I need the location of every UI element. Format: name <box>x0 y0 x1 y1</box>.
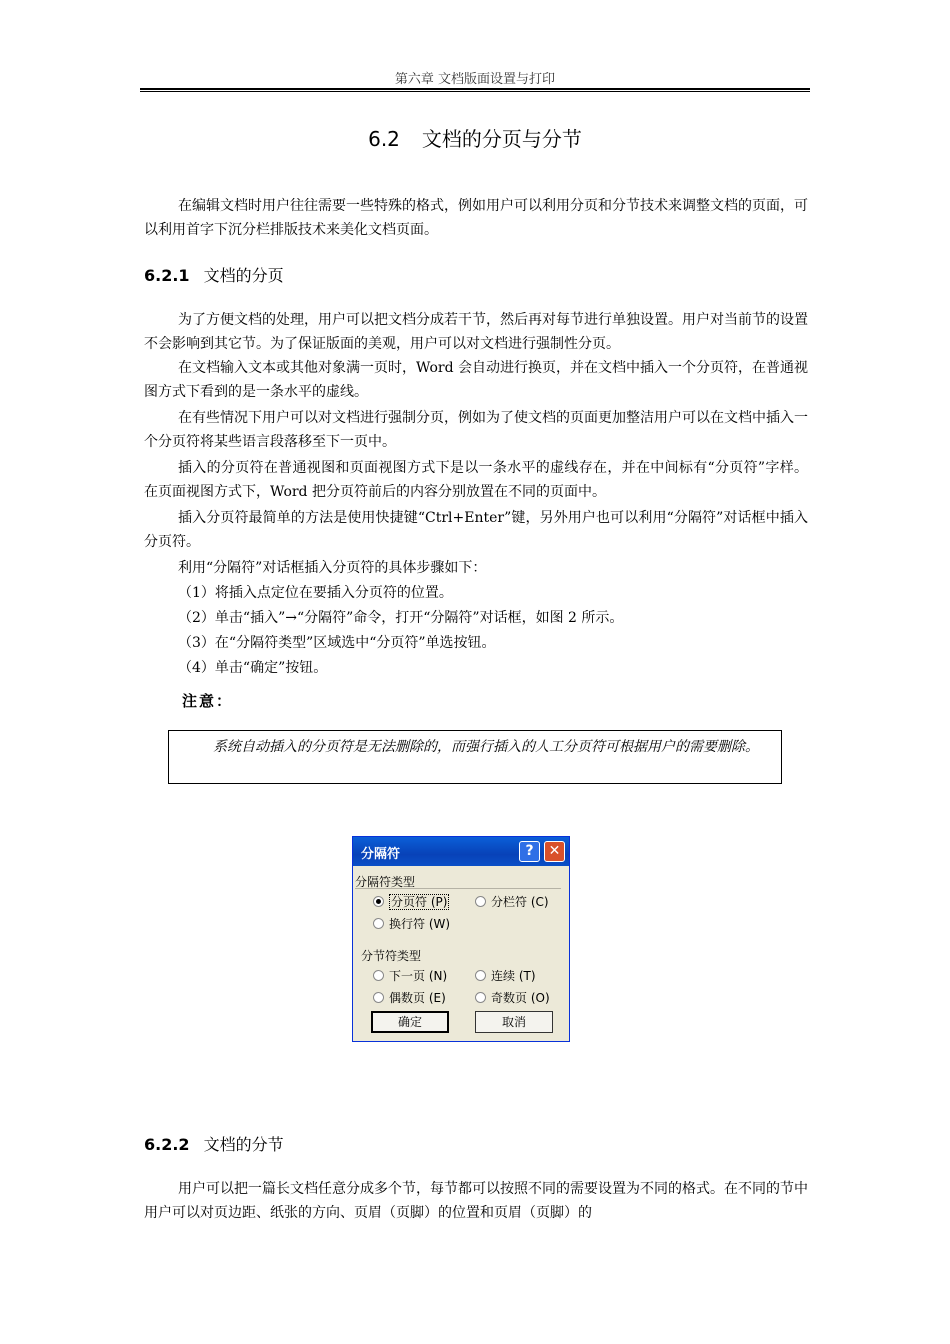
subsection-number: 6.2.2 <box>144 1135 190 1154</box>
radio-label: 奇数页 (O) <box>491 991 550 1005</box>
subsection-heading-2 <box>144 1132 284 1155</box>
running-header: 第六章 文档版面设置与打印 <box>394 72 556 87</box>
paragraph: 插入分页符最简单的方法是使用快捷键“Ctrl+Enter”键，另外用户也可以利用“分隔符”对话框中插入分页符。 <box>144 510 808 550</box>
cancel-button[interactable]: 取消 <box>475 1011 553 1033</box>
header-rule <box>140 88 810 92</box>
close-icon[interactable]: ✕ <box>544 841 565 862</box>
subsection-heading-1 <box>144 263 284 286</box>
radio-selected-icon <box>373 896 384 907</box>
subsection-title: 文档的分页 <box>203 266 284 285</box>
break-dialog <box>352 836 570 1042</box>
break-type-group-label: 分隔符类型 <box>355 875 416 889</box>
section-break-group-label: 分节符类型 <box>361 949 422 963</box>
paragraph: 插入的分页符在普通视图和页面视图方式下是以一条水平的虚线存在，并在中间标有“分页符”字样。在页面视图方式下，Word 把分页符前后的内容分别放置在不同的页面中。 <box>144 460 808 500</box>
paragraph: 用户可以把一篇长文档任意分成多个节，每节都可以按照不同的需要设置为不同的格式。在不同的节中用户可以对页边距、纸张的方向、页眉（页脚）的位置和页眉（页脚）的 <box>144 1181 808 1221</box>
paragraph: 利用“分隔符”对话框插入分页符的具体步骤如下： <box>178 560 487 576</box>
paragraph: 为了方便文档的处理，用户可以把文档分成若干节，然后再对每节进行单独设置。用户对当前节的设置不会影响到其它节。为了保证版面的美观，用户可以对文档进行强制性分页。 <box>144 312 808 352</box>
group-divider <box>355 888 561 889</box>
ok-button[interactable]: 确定 <box>371 1011 449 1033</box>
radio-label: 连续 (T) <box>491 969 536 983</box>
continuous-radio[interactable] <box>475 967 536 984</box>
section-title <box>140 123 810 152</box>
even-page-radio[interactable] <box>373 989 446 1006</box>
note-box: 系统自动插入的分页符是无法删除的，而强行插入的人工分页符可根据用户的需要删除。 <box>168 730 782 784</box>
next-page-radio[interactable] <box>373 967 447 984</box>
radio-icon <box>373 992 384 1003</box>
subsection-number: 6.2.1 <box>144 266 190 285</box>
radio-icon <box>475 970 486 981</box>
step-item: （2）单击“插入”→“分隔符”命令，打开“分隔符”对话框，如图 2 所示。 <box>178 610 624 626</box>
paragraph: 在有些情况下用户可以对文档进行强制分页，例如为了使文档的页面更加整洁用户可以在文档中插入一个分页符将某些语言段落移至下一页中。 <box>144 410 808 450</box>
help-icon[interactable]: ? <box>519 841 540 862</box>
page-break-radio[interactable] <box>373 893 449 910</box>
column-break-radio[interactable] <box>475 893 549 910</box>
radio-icon <box>475 896 486 907</box>
paragraph: 在文档输入文本或其他对象满一页时，Word 会自动进行换页，并在文档中插入一个分页符，在普通视图方式下看到的是一条水平的虚线。 <box>144 360 808 400</box>
step-item: （3）在“分隔符类型”区域选中“分页符”单选按钮。 <box>178 635 496 651</box>
radio-icon <box>373 970 384 981</box>
radio-label: 分栏符 (C) <box>491 895 549 909</box>
radio-label: 偶数页 (E) <box>389 991 446 1005</box>
step-item: （1）将插入点定位在要插入分页符的位置。 <box>178 585 453 601</box>
dialog-title: 分隔符 <box>361 847 401 862</box>
note-label: 注意： <box>182 692 234 710</box>
dialog-titlebar <box>353 837 569 866</box>
radio-label: 分页符 (P) <box>391 895 448 909</box>
radio-icon <box>475 992 486 1003</box>
radio-label: 换行符 (W) <box>389 917 451 931</box>
section-title-text: 文档的分页与分节 <box>421 127 582 151</box>
radio-label: 下一页 (N) <box>389 969 448 983</box>
radio-icon <box>373 918 384 929</box>
step-item: （4）单击“确定”按钮。 <box>178 660 328 676</box>
intro-paragraph: 在编辑文档时用户往往需要一些特殊的格式，例如用户可以利用分页和分节技术来调整文档的页面，可以利用首字下沉分栏排版技术来美化文档页面。 <box>144 198 808 238</box>
odd-page-radio[interactable] <box>475 989 550 1006</box>
section-number: 6.2 <box>368 127 400 151</box>
subsection-title: 文档的分节 <box>203 1135 284 1154</box>
text-wrap-break-radio[interactable] <box>373 915 450 932</box>
